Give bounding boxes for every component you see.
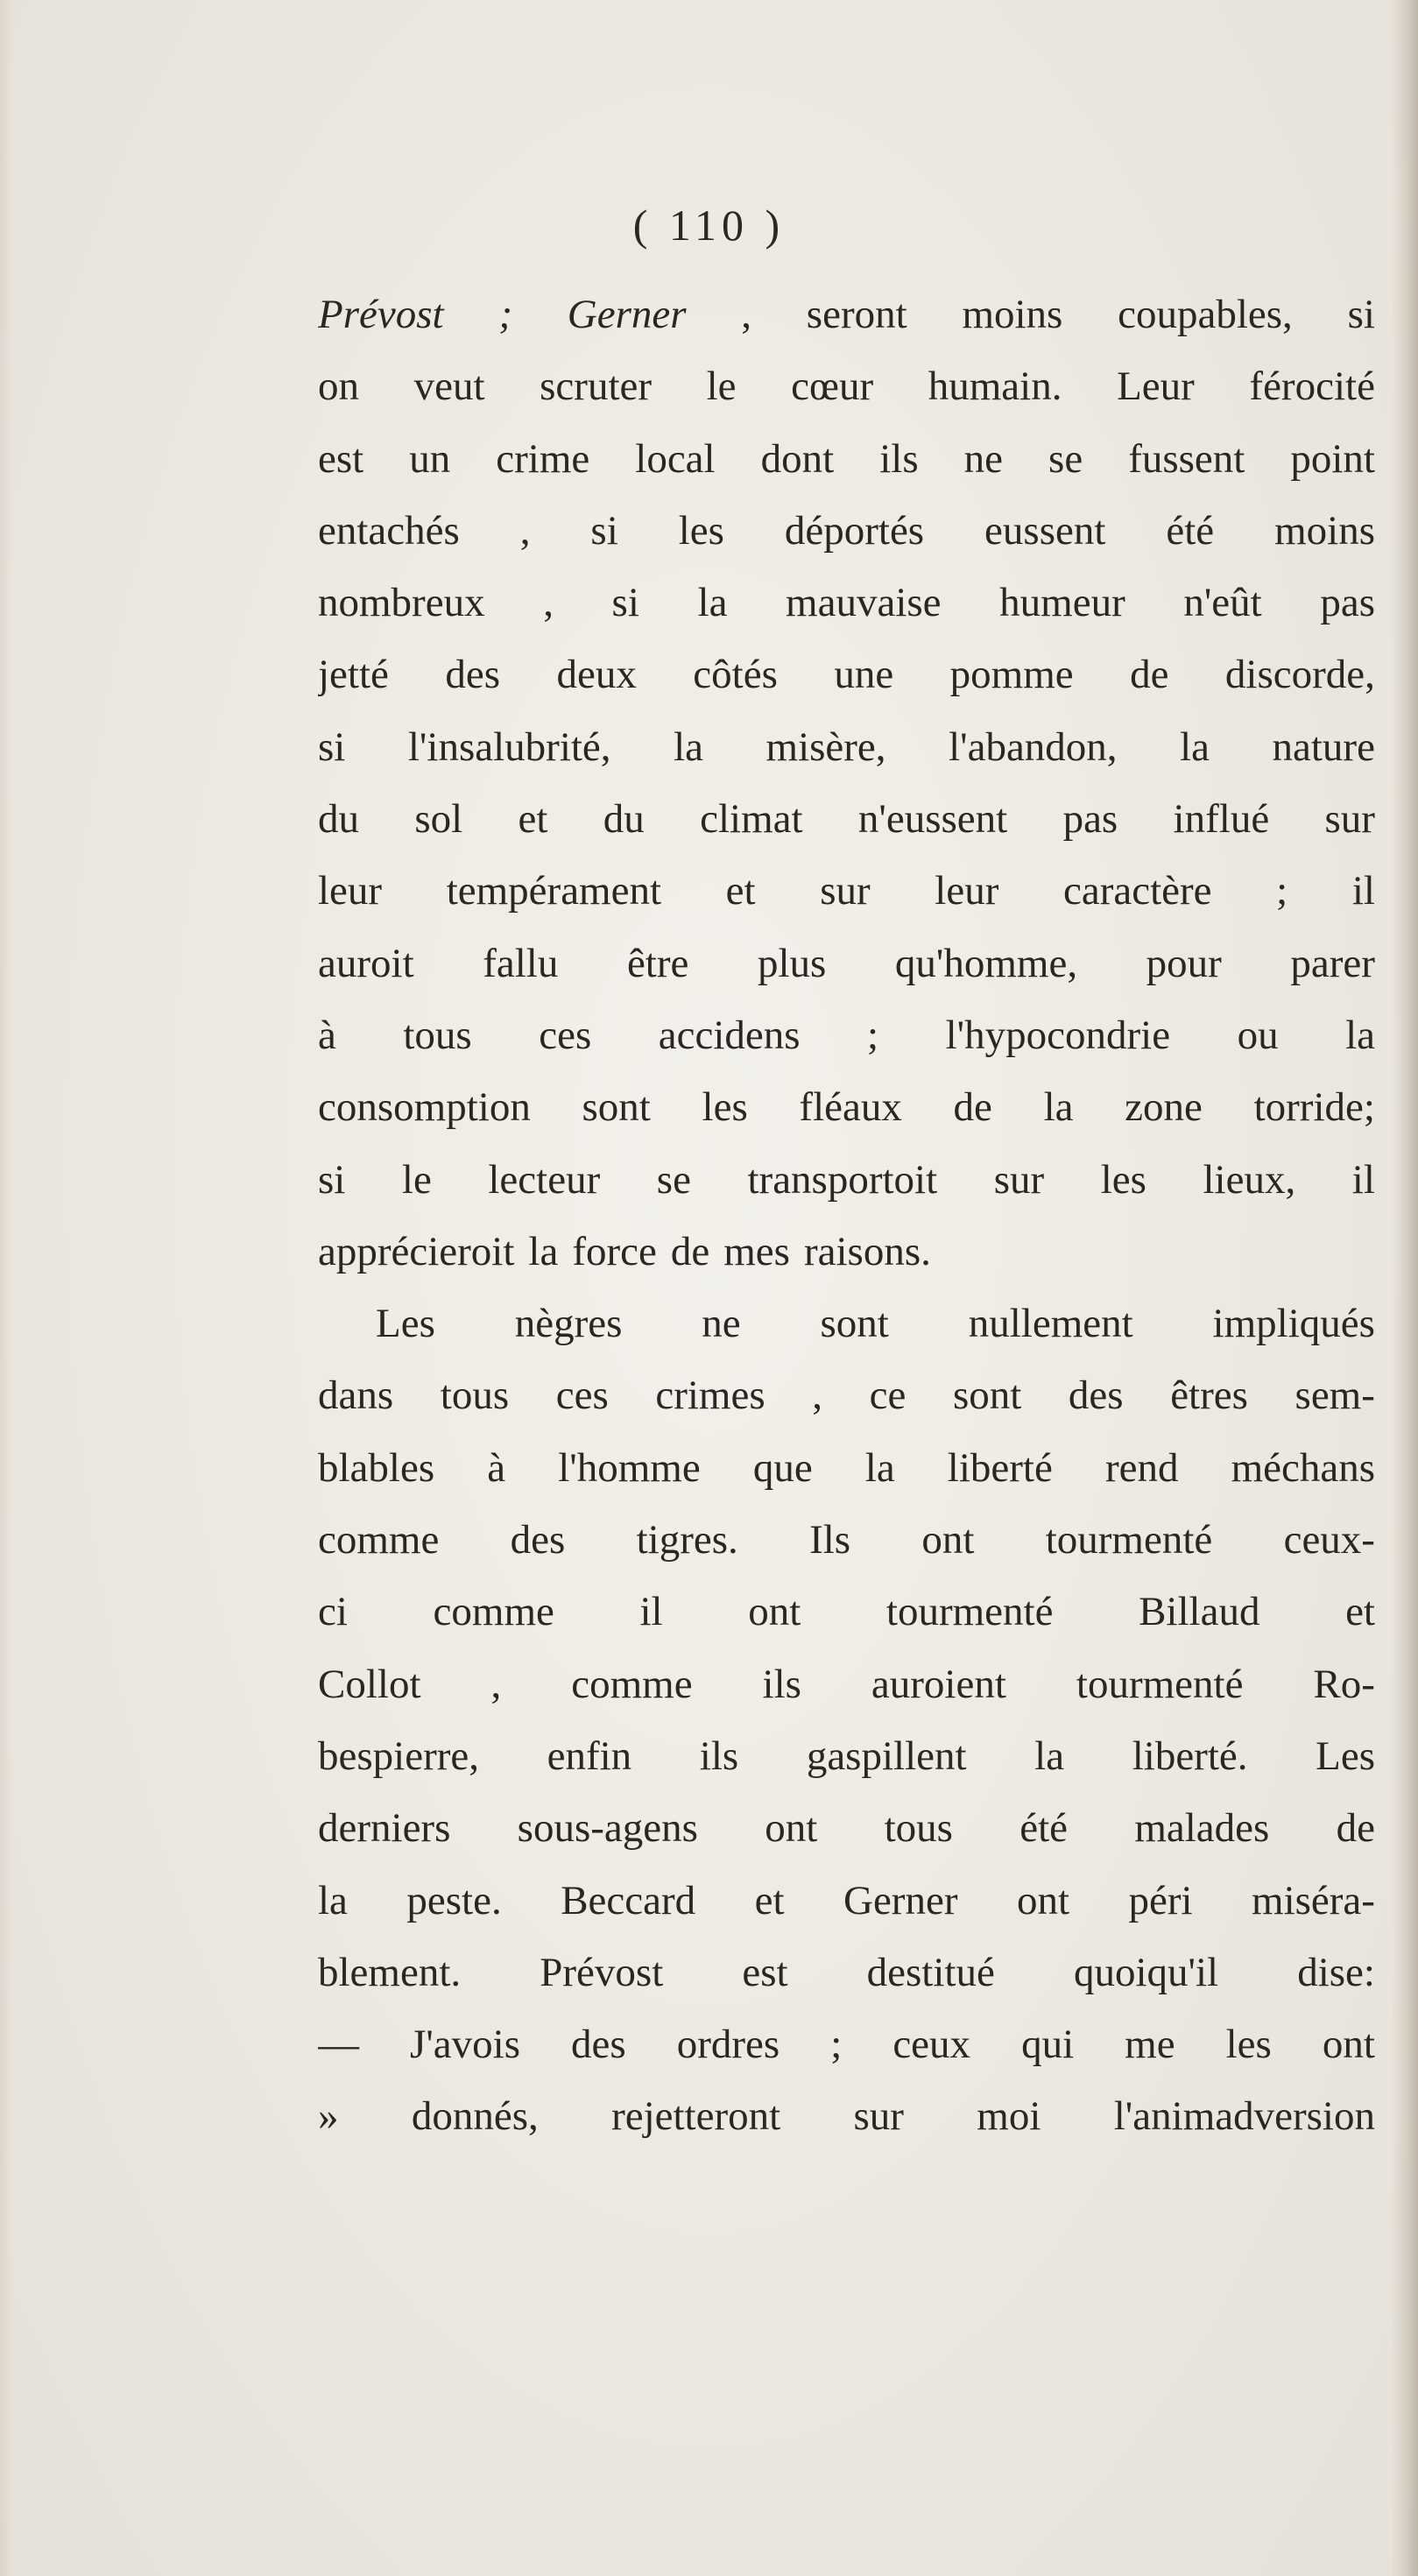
word: fallu (483, 940, 559, 986)
word: fussent (1128, 435, 1245, 482)
word: il (1351, 1156, 1375, 1203)
word: et (754, 1877, 785, 1923)
word: gaspillent (806, 1733, 967, 1779)
word: apprécieroit (318, 1228, 515, 1274)
word: moins (962, 292, 1063, 337)
word: du (318, 796, 359, 843)
word: pour (1146, 940, 1222, 986)
word: impliqués (1212, 1301, 1375, 1347)
text-line (318, 711, 1375, 783)
word: caractère (1062, 868, 1212, 914)
word: Prévost (318, 292, 444, 337)
text-line (318, 855, 1375, 927)
word: donnés, (411, 2093, 539, 2140)
word: dans (318, 1373, 394, 1419)
word: scruter (540, 363, 653, 410)
word: nombreux (318, 580, 485, 626)
word: l'homme (558, 1444, 701, 1491)
word: ce (869, 1373, 907, 1419)
text-line (318, 1865, 1375, 1937)
word: sont (582, 1084, 651, 1131)
word: deux (556, 652, 637, 698)
word: Billaud (1139, 1589, 1260, 1635)
word: point (1290, 435, 1375, 482)
page-left-edge (0, 0, 12, 2576)
word: ils (699, 1733, 739, 1779)
word: si (318, 723, 346, 770)
word: ces (539, 1012, 592, 1058)
word: pas (1062, 796, 1118, 843)
word: ordres (676, 2022, 780, 2068)
word: auroient (871, 1661, 1006, 1707)
word: , (490, 1661, 502, 1707)
word: » (318, 2093, 339, 2140)
word: si (1347, 292, 1375, 337)
word: de (1336, 1805, 1375, 1852)
word: ont (1016, 1877, 1069, 1923)
word: à (487, 1444, 506, 1491)
word: ; (830, 2022, 843, 2068)
word: J'avois (410, 2022, 520, 2068)
word: il (639, 1589, 663, 1635)
text-line (318, 1071, 1375, 1143)
word: l'animadversion (1113, 2093, 1375, 2140)
word: une (834, 652, 894, 698)
word: se (1048, 435, 1083, 482)
word: et (725, 868, 756, 914)
text-line (318, 999, 1375, 1071)
word: consomption (318, 1084, 531, 1131)
word: côtés (693, 652, 778, 698)
word: sur (853, 2093, 904, 2140)
text-line (318, 928, 1375, 999)
word: n'eût (1183, 580, 1262, 626)
word: comme (571, 1661, 693, 1707)
word: être (626, 940, 689, 986)
word: blement. (318, 1949, 462, 1995)
word: force (572, 1228, 657, 1274)
word: tempérament (446, 868, 662, 914)
word: sem- (1295, 1373, 1375, 1419)
body-text (318, 279, 1375, 2153)
word: nullement (968, 1301, 1133, 1347)
text-line (318, 567, 1375, 639)
word: , (741, 292, 752, 337)
word: auroit (318, 940, 414, 986)
word: eussent (984, 507, 1106, 554)
word: ils (879, 435, 919, 482)
word: torride; (1253, 1084, 1375, 1131)
word: jetté (318, 652, 389, 698)
word: enfin (547, 1733, 632, 1779)
word: liberté (947, 1444, 1053, 1491)
word: et (1345, 1589, 1375, 1635)
word: si (318, 1156, 346, 1203)
word: pomme (949, 652, 1074, 698)
word: n'eussent (857, 796, 1008, 843)
word: sont (952, 1373, 1022, 1419)
text-line (318, 1576, 1375, 1648)
word: coupables, (1118, 292, 1293, 337)
text-line (318, 423, 1375, 495)
word: été (1166, 507, 1215, 554)
word: rend (1104, 1444, 1179, 1491)
word: raisons. (803, 1228, 931, 1274)
word: ils (762, 1661, 801, 1707)
text-line (318, 1937, 1375, 2008)
word: nègres (514, 1301, 623, 1347)
word: des (510, 1517, 566, 1563)
word: Collot (318, 1661, 421, 1707)
word: ont (1322, 2022, 1375, 2068)
word: un (409, 435, 451, 482)
word: entachés (318, 507, 460, 554)
word: sur (993, 1156, 1045, 1203)
text-line (318, 1216, 1375, 1288)
word: tous (403, 1012, 472, 1058)
word: Ils (809, 1517, 851, 1563)
word: de (953, 1084, 992, 1131)
word: se (656, 1156, 691, 1203)
word: crime (496, 435, 590, 482)
word: climat (700, 796, 803, 843)
word: la (528, 1228, 559, 1274)
text-line (318, 279, 1375, 350)
word: est (742, 1949, 788, 1995)
word: mauvaise (786, 580, 942, 626)
word: la (864, 1444, 895, 1491)
word: bespierre, (318, 1733, 479, 1779)
word: tourmenté (1045, 1517, 1213, 1563)
word: leur (935, 868, 999, 914)
text-line (318, 1720, 1375, 1792)
word: dont (760, 435, 835, 482)
word: déportés (784, 507, 925, 554)
word: les (702, 1084, 748, 1131)
word: on (318, 363, 359, 410)
word: Les (1316, 1733, 1375, 1779)
word: l'insalubrité, (407, 723, 611, 770)
word: quoiqu'il (1073, 1949, 1219, 1995)
word: ces (555, 1373, 609, 1419)
word: le (401, 1156, 432, 1203)
page-number: ( 110 ) (632, 201, 786, 250)
word: à (318, 1012, 336, 1058)
text-line (318, 1504, 1375, 1576)
text-line (318, 495, 1375, 567)
word: il (1351, 868, 1375, 914)
word: comme (433, 1589, 554, 1635)
word: et (518, 796, 548, 843)
word: tourmenté (885, 1589, 1054, 1635)
text-line (318, 1792, 1375, 1864)
word: moi (977, 2093, 1041, 2140)
word: Leur (1117, 363, 1195, 410)
word: si (590, 507, 618, 554)
word: de (1130, 652, 1169, 698)
word: sont (820, 1301, 889, 1347)
word: la (674, 723, 703, 770)
word: moins (1274, 507, 1375, 554)
word: humain. (928, 363, 1062, 410)
word: ont (921, 1517, 975, 1563)
word: liberté. (1132, 1733, 1248, 1779)
text-line (318, 2008, 1375, 2080)
word: ; (1276, 868, 1288, 914)
word: ne (963, 435, 1004, 482)
word: ; (498, 292, 512, 337)
word: du (603, 796, 645, 843)
word: Les (376, 1301, 435, 1347)
word: la (1180, 723, 1210, 770)
word: — (318, 2022, 359, 2068)
word: crimes (655, 1373, 765, 1419)
word: Ro- (1313, 1661, 1375, 1707)
word: cœur (791, 363, 874, 410)
word: l'hypocondrie (945, 1012, 1171, 1058)
word: blables (318, 1444, 435, 1491)
word: dise: (1297, 1949, 1375, 1995)
text-line (318, 1648, 1375, 1720)
word: , (543, 580, 554, 626)
word: , (812, 1373, 822, 1419)
word: les (1100, 1156, 1146, 1203)
word: sous-agens (517, 1805, 698, 1852)
word: la (697, 580, 728, 626)
word: tourmenté (1076, 1661, 1244, 1707)
text-line (318, 639, 1375, 710)
word: le (706, 363, 737, 410)
word: lieux, (1203, 1156, 1296, 1203)
text-line (318, 350, 1375, 422)
word: ceux (892, 2022, 971, 2068)
word: des (571, 2022, 626, 2068)
word: parer (1290, 940, 1375, 986)
text-line (318, 2080, 1375, 2152)
word: transportoit (747, 1156, 938, 1203)
word: ceux- (1283, 1517, 1375, 1563)
word: ont (765, 1805, 818, 1852)
word: comme (318, 1517, 440, 1563)
word: , (519, 507, 531, 554)
word: ou (1237, 1012, 1279, 1058)
word: les (678, 507, 724, 554)
page-right-edge (1392, 0, 1418, 2576)
word: de (670, 1228, 710, 1274)
word: ne (702, 1301, 741, 1347)
word: peste. (406, 1877, 502, 1923)
word: des (1068, 1373, 1124, 1419)
word: miséra- (1252, 1877, 1375, 1923)
word: Prévost (540, 1949, 664, 1995)
word: misère, (765, 723, 886, 770)
word: me (1125, 2022, 1175, 2068)
word: la (318, 1877, 348, 1923)
word: leur (318, 868, 383, 914)
word: accidens (658, 1012, 801, 1058)
text-line (318, 1144, 1375, 1216)
word: influé (1173, 796, 1270, 843)
text-line (318, 1359, 1375, 1431)
word: l'abandon, (949, 723, 1118, 770)
word: Gerner (843, 1877, 958, 1923)
word: des (445, 652, 501, 698)
word: plus (757, 940, 827, 986)
word: fléaux (799, 1084, 902, 1131)
word: rejetteront (611, 2093, 781, 2140)
text-line (318, 783, 1375, 855)
word: la (1043, 1084, 1074, 1131)
word: tous (440, 1373, 510, 1419)
word: sur (820, 868, 871, 914)
word: local (635, 435, 716, 482)
word: malades (1134, 1805, 1270, 1852)
word: férocité (1249, 363, 1375, 410)
word: êtres (1170, 1373, 1248, 1419)
word: ont (748, 1589, 801, 1635)
word: si (611, 580, 639, 626)
word: humeur (999, 580, 1125, 626)
word: la (1345, 1012, 1375, 1058)
word: méchans (1231, 1444, 1375, 1491)
word: lecteur (488, 1156, 601, 1203)
word: veut (413, 363, 485, 410)
word: nature (1272, 723, 1375, 770)
word: mes (723, 1228, 790, 1274)
text-line (318, 1288, 1375, 1359)
word: pas (1320, 580, 1375, 626)
word: Beccard (561, 1877, 696, 1923)
word: que (752, 1444, 813, 1491)
word: qu'homme, (894, 940, 1078, 986)
word: les (1225, 2022, 1272, 2068)
word: zone (1125, 1084, 1203, 1131)
word: seront (806, 292, 907, 337)
word: est (318, 435, 364, 482)
word: sur (1324, 796, 1375, 843)
word: qui (1021, 2022, 1075, 2068)
word: destitué (866, 1949, 995, 1995)
word: été (1019, 1805, 1069, 1852)
text-line (318, 1432, 1375, 1504)
word: ; (867, 1012, 879, 1058)
word: tigres. (636, 1517, 738, 1563)
word: la (1034, 1733, 1065, 1779)
word: Gerner (567, 292, 687, 337)
word: ci (318, 1589, 348, 1635)
word: tous (884, 1805, 953, 1852)
word: péri (1128, 1877, 1193, 1923)
word: derniers (318, 1805, 451, 1852)
word: sol (414, 796, 463, 843)
word: discorde, (1224, 652, 1375, 698)
